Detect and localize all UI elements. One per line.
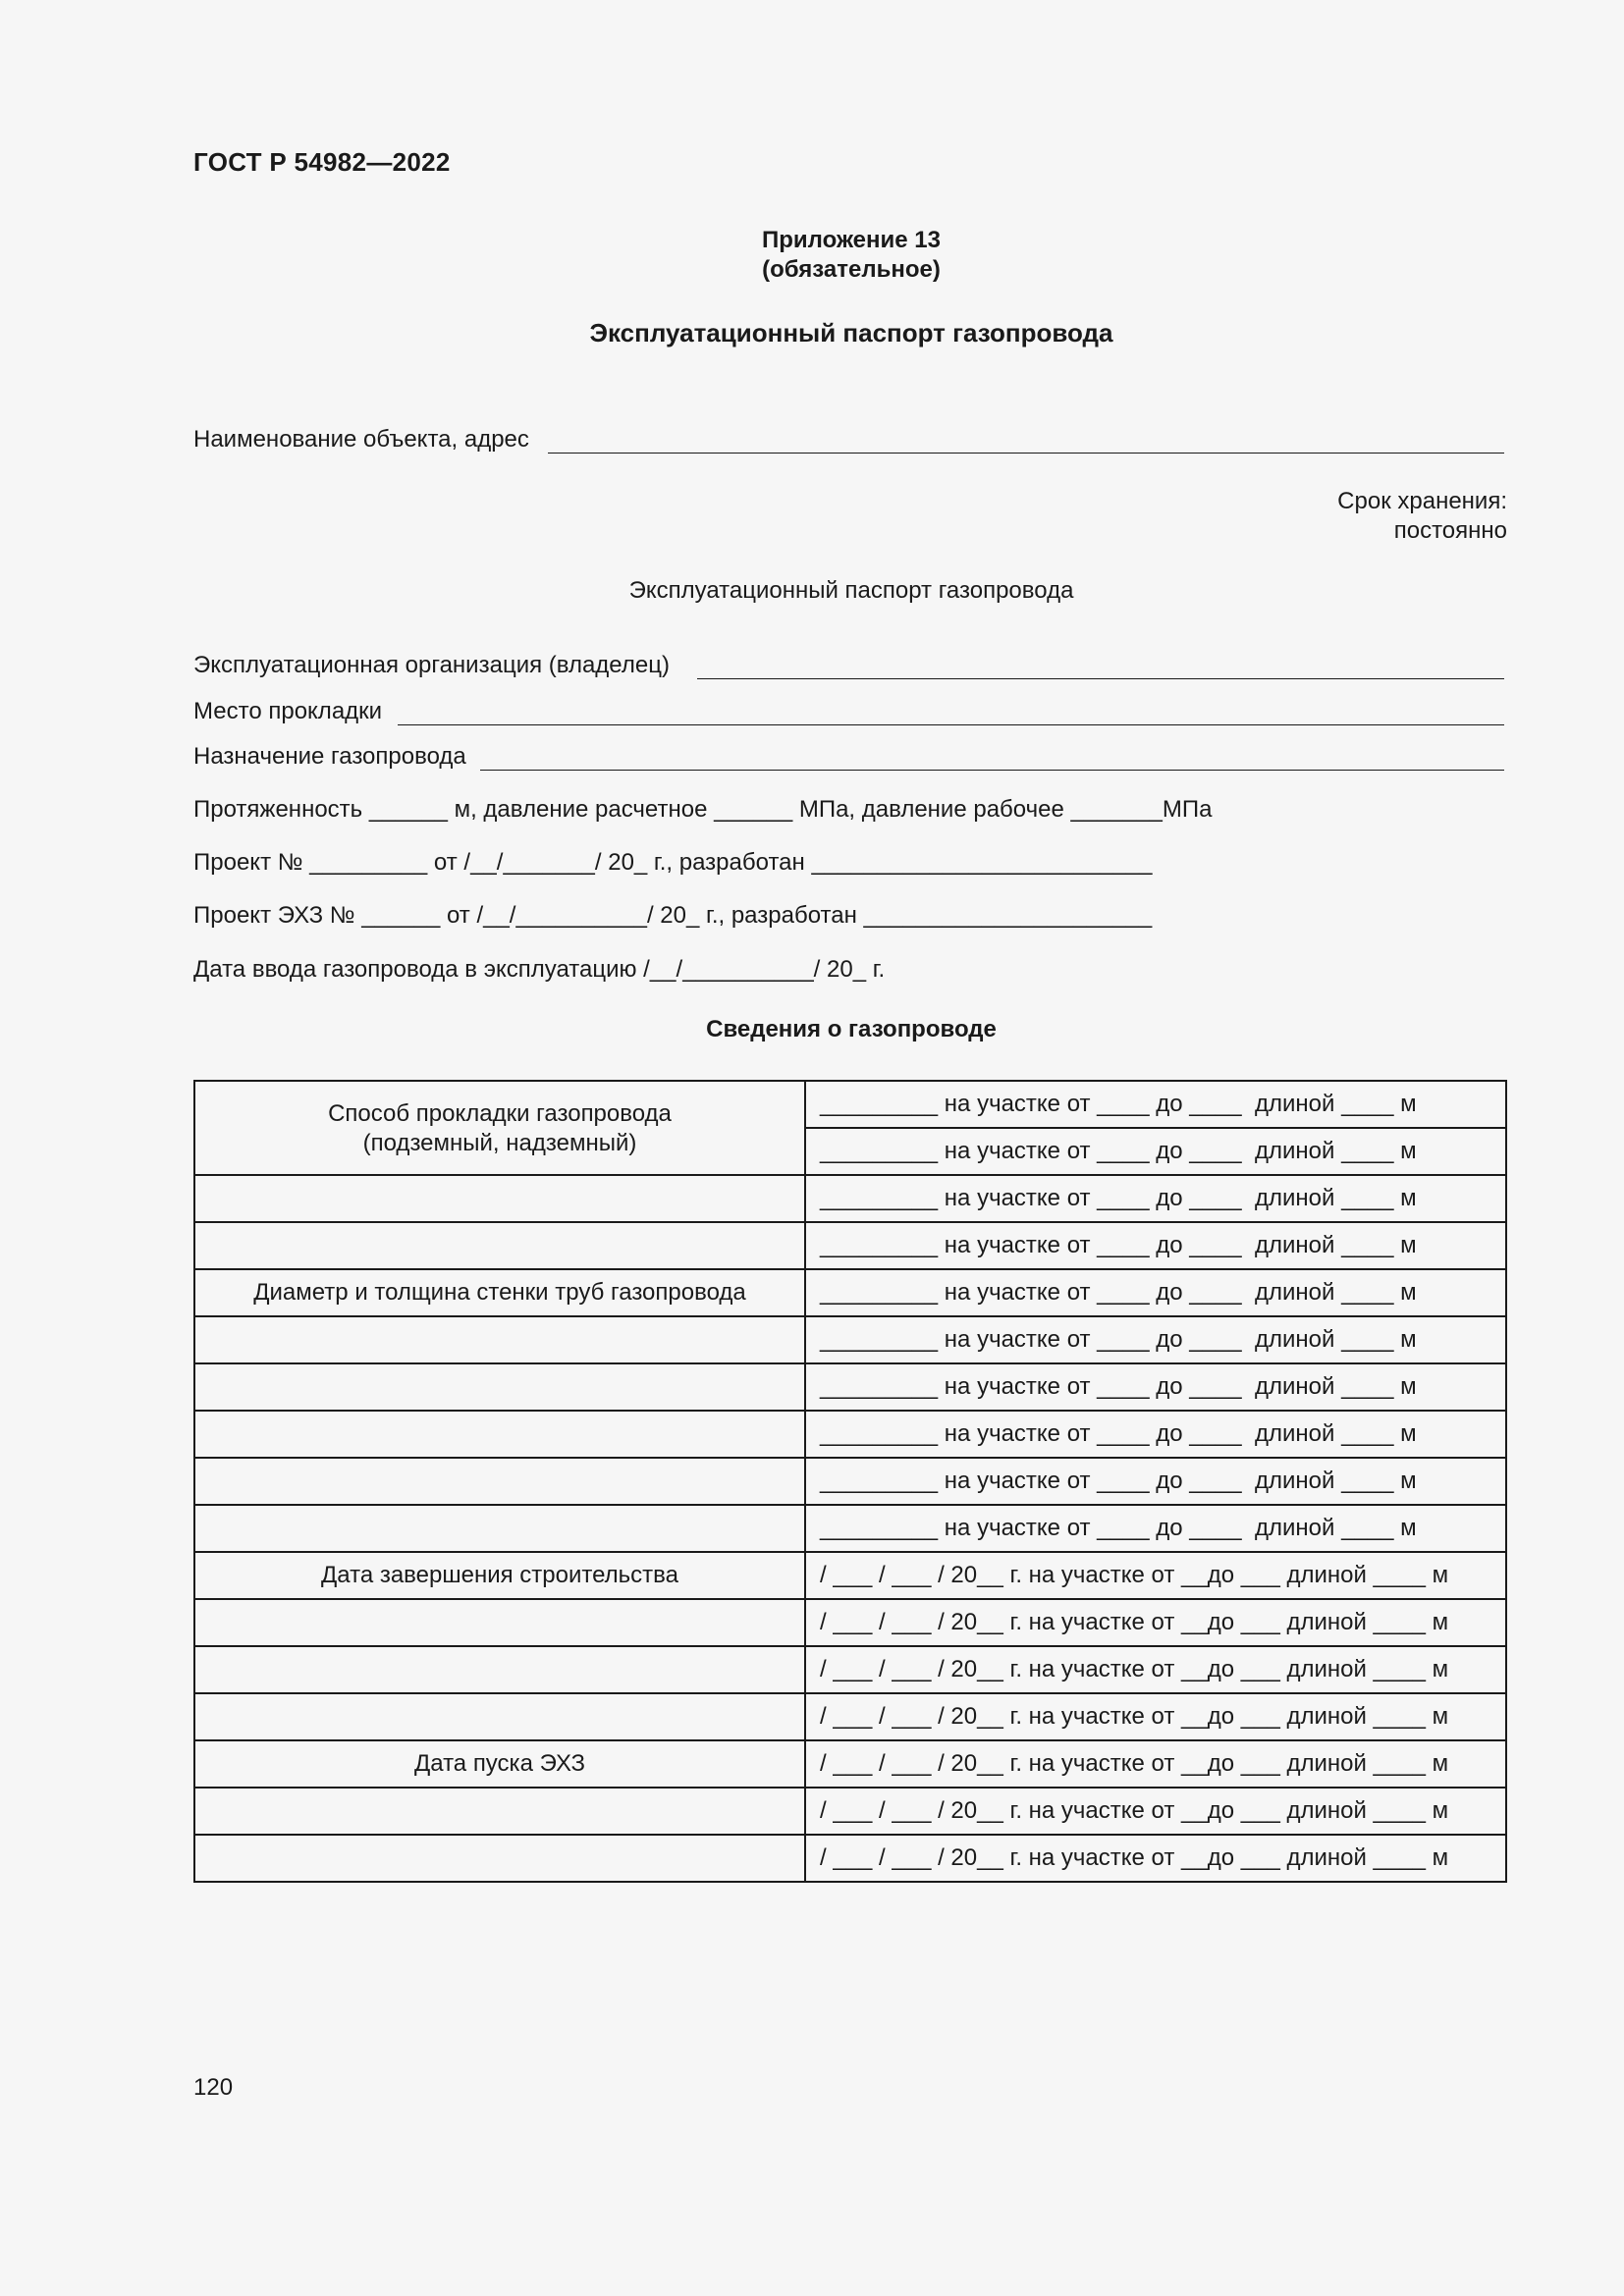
table-row xyxy=(194,1552,1506,1599)
storage-value: постоянно xyxy=(1393,517,1507,544)
object-name-field[interactable] xyxy=(548,453,1504,454)
parameter-label-cell: Способ прокладки газопровода (подземный, надземный) xyxy=(194,1081,805,1175)
parameter-empty-cell[interactable] xyxy=(194,1175,805,1222)
segment-entry-cell[interactable]: / ___ / ___ / 20__ г. на участке от __до ___ длиной ____ м xyxy=(805,1599,1506,1646)
table-row xyxy=(194,1599,1506,1646)
storage-label: Срок хранения: xyxy=(1337,488,1507,514)
ehz-project-line[interactable]: Проект ЭХЗ № ______ от /__/__________/ 20_ г., разработан ______________________ xyxy=(193,902,1153,929)
table-row xyxy=(194,1175,1506,1222)
parameter-label-cell: Дата пуска ЭХЗ xyxy=(194,1740,805,1788)
table-row xyxy=(194,1788,1506,1835)
segment-entry-cell[interactable]: _________ на участке от ____ до ____ длиной ____ м xyxy=(805,1458,1506,1505)
page-number: 120 xyxy=(193,2074,234,2101)
passport-subtitle: Эксплуатационный паспорт газопровода xyxy=(628,577,1074,604)
operator-label: Эксплуатационная организация (владелец) xyxy=(193,652,670,678)
section-title: Сведения о газопроводе xyxy=(706,1016,997,1042)
table-row xyxy=(194,1316,1506,1363)
segment-entry-cell[interactable]: _________ на участке от ____ до ____ длиной ____ м xyxy=(805,1081,1506,1128)
table-row xyxy=(194,1646,1506,1693)
table-row xyxy=(194,1835,1506,1882)
parameter-empty-cell[interactable] xyxy=(194,1693,805,1740)
table-row xyxy=(194,1411,1506,1458)
purpose-label: Назначение газопровода xyxy=(193,743,466,770)
length-pressure-line[interactable]: Протяженность ______ м, давление расчетное ______ МПа, давление рабочее _______МПа xyxy=(193,796,1213,823)
operator-field[interactable] xyxy=(697,678,1504,679)
table-row xyxy=(194,1505,1506,1552)
parameter-empty-cell[interactable] xyxy=(194,1646,805,1693)
parameter-empty-cell[interactable] xyxy=(194,1599,805,1646)
annex-status: (обязательное) xyxy=(762,256,941,283)
segment-entry-cell[interactable]: _________ на участке от ____ до ____ длиной ____ м xyxy=(805,1411,1506,1458)
parameter-empty-cell[interactable] xyxy=(194,1835,805,1882)
segment-entry-cell[interactable]: _________ на участке от ____ до ____ длиной ____ м xyxy=(805,1505,1506,1552)
project-line[interactable]: Проект № _________ от /__/_______/ 20_ г., разработан __________________________ xyxy=(193,849,1153,876)
storage-period xyxy=(1337,487,1507,546)
location-field[interactable] xyxy=(398,724,1504,725)
parameter-empty-cell[interactable] xyxy=(194,1222,805,1269)
document-code: ГОСТ Р 54982—2022 xyxy=(193,147,451,177)
segment-entry-cell[interactable]: / ___ / ___ / 20__ г. на участке от __до ___ длиной ____ м xyxy=(805,1788,1506,1835)
segment-entry-cell[interactable]: / ___ / ___ / 20__ г. на участке от __до ___ длиной ____ м xyxy=(805,1693,1506,1740)
parameter-empty-cell[interactable] xyxy=(194,1458,805,1505)
table-row xyxy=(194,1081,1506,1128)
segment-entry-cell[interactable]: / ___ / ___ / 20__ г. на участке от __до ___ длиной ____ м xyxy=(805,1646,1506,1693)
segment-entry-cell[interactable]: _________ на участке от ____ до ____ длиной ____ м xyxy=(805,1316,1506,1363)
annex-title: Приложение 13 xyxy=(762,227,941,253)
segment-entry-cell[interactable]: / ___ / ___ / 20__ г. на участке от __до ___ длиной ____ м xyxy=(805,1835,1506,1882)
parameter-empty-cell[interactable] xyxy=(194,1788,805,1835)
table-row xyxy=(194,1740,1506,1788)
parameter-empty-cell[interactable] xyxy=(194,1505,805,1552)
segment-entry-cell[interactable]: _________ на участке от ____ до ____ длиной ____ м xyxy=(805,1128,1506,1175)
object-name-label: Наименование объекта, адрес xyxy=(193,426,529,453)
parameter-label-cell: Дата завершения строительства xyxy=(194,1552,805,1599)
parameter-empty-cell[interactable] xyxy=(194,1363,805,1411)
table-row xyxy=(194,1458,1506,1505)
parameter-empty-cell[interactable] xyxy=(194,1316,805,1363)
page-title: Эксплуатационный паспорт газопровода xyxy=(589,318,1113,347)
segment-entry-cell[interactable]: _________ на участке от ____ до ____ длиной ____ м xyxy=(805,1363,1506,1411)
table-row xyxy=(194,1693,1506,1740)
annex-heading xyxy=(0,226,1624,285)
segment-entry-cell[interactable]: / ___ / ___ / 20__ г. на участке от __до ___ длиной ____ м xyxy=(805,1740,1506,1788)
segment-entry-cell[interactable]: _________ на участке от ____ до ____ длиной ____ м xyxy=(805,1175,1506,1222)
pipeline-info-table xyxy=(193,1080,1507,1883)
parameter-empty-cell[interactable] xyxy=(194,1411,805,1458)
segment-entry-cell[interactable]: / ___ / ___ / 20__ г. на участке от __до ___ длиной ____ м xyxy=(805,1552,1506,1599)
table-row xyxy=(194,1222,1506,1269)
purpose-field[interactable] xyxy=(480,770,1504,771)
table-row xyxy=(194,1363,1506,1411)
segment-entry-cell[interactable]: _________ на участке от ____ до ____ длиной ____ м xyxy=(805,1269,1506,1316)
table-row xyxy=(194,1269,1506,1316)
location-label: Место прокладки xyxy=(193,698,383,724)
parameter-label-cell: Диаметр и толщина стенки труб газопровода xyxy=(194,1269,805,1316)
segment-entry-cell[interactable]: _________ на участке от ____ до ____ длиной ____ м xyxy=(805,1222,1506,1269)
commissioning-date-line[interactable]: Дата ввода газопровода в эксплуатацию /__/__________/ 20_ г. xyxy=(193,956,886,983)
